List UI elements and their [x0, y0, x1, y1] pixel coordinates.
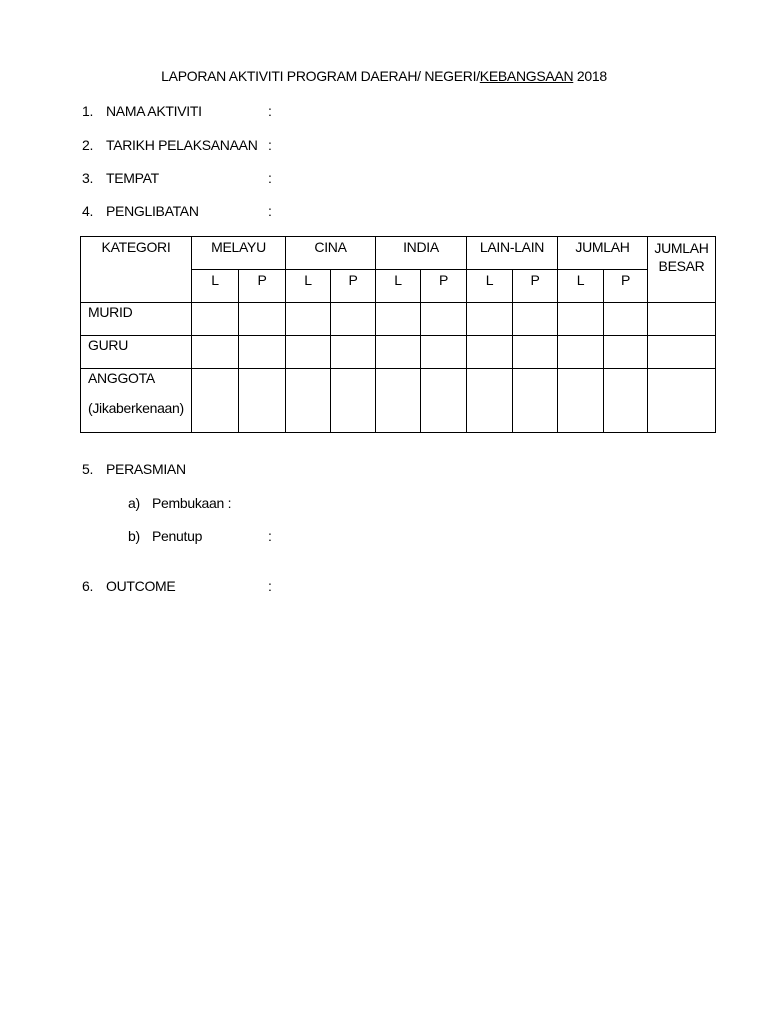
- table-cell[interactable]: [648, 336, 716, 369]
- table-cell[interactable]: [286, 303, 331, 336]
- sub-item-letter: a): [128, 495, 140, 511]
- header-melayu: MELAYU: [192, 237, 286, 270]
- title-part-2-underlined: KEBANGSAAN: [479, 68, 574, 84]
- table-cell[interactable]: [467, 336, 513, 369]
- item-colon: :: [268, 103, 272, 119]
- item-label: PENGLIBATAN: [106, 203, 199, 219]
- table-cell[interactable]: [513, 303, 558, 336]
- item-colon: :: [268, 578, 272, 594]
- table-header-row: [81, 237, 716, 270]
- item-colon: :: [268, 170, 272, 186]
- row-label-anggota-note: (Jikaberkenaan): [88, 400, 184, 416]
- table-cell[interactable]: [604, 369, 648, 433]
- row-label-anggota-text: ANGGOTA: [88, 370, 155, 386]
- table-cell[interactable]: [648, 303, 716, 336]
- title-part-1: LAPORAN AKTIVITI PROGRAM DAERAH/ NEGERI/: [161, 68, 480, 84]
- sub-item-label: [152, 494, 231, 512]
- header-jumlah-besar: [648, 237, 716, 303]
- table-cell[interactable]: [376, 303, 421, 336]
- table-cell[interactable]: [192, 303, 239, 336]
- header-p: P: [513, 270, 558, 303]
- page-title: [0, 68, 768, 84]
- header-p: P: [239, 270, 286, 303]
- row-label-anggota: [81, 369, 192, 433]
- table-cell[interactable]: [239, 303, 286, 336]
- header-p: P: [604, 270, 648, 303]
- table-cell[interactable]: [513, 369, 558, 433]
- table-cell[interactable]: [239, 336, 286, 369]
- item-colon: :: [268, 203, 272, 219]
- table-cell[interactable]: [331, 336, 376, 369]
- table-row-murid: [81, 303, 716, 336]
- table-cell[interactable]: [421, 336, 467, 369]
- item-label: NAMA AKTIVITI: [106, 103, 202, 119]
- item-number: 5.: [82, 461, 94, 477]
- item-number: 2.: [82, 137, 94, 153]
- table-row-anggota: [81, 369, 716, 433]
- table-cell[interactable]: [513, 336, 558, 369]
- table-cell[interactable]: [376, 369, 421, 433]
- header-l: L: [286, 270, 331, 303]
- table-cell[interactable]: [192, 369, 239, 433]
- table-cell[interactable]: [558, 369, 604, 433]
- row-label-murid: MURID: [81, 303, 192, 336]
- table-cell[interactable]: [648, 369, 716, 433]
- table-cell[interactable]: [376, 336, 421, 369]
- table-cell[interactable]: [558, 303, 604, 336]
- table-cell[interactable]: [331, 303, 376, 336]
- header-kategori: KATEGORI: [81, 237, 192, 303]
- header-l: L: [467, 270, 513, 303]
- table-cell[interactable]: [286, 336, 331, 369]
- item-label: PERASMIAN: [106, 461, 186, 477]
- item-label: TARIKH PELAKSANAAN: [106, 137, 258, 153]
- item-number: 6.: [82, 578, 94, 594]
- header-lain-lain: LAIN-LAIN: [467, 237, 558, 270]
- sub-item-letter: b): [128, 528, 140, 544]
- header-jumlah-besar-line1: JUMLAH: [654, 240, 709, 256]
- sub-item-colon: :: [227, 495, 232, 511]
- sub-item-label-text: Pembukaan: [152, 495, 225, 511]
- item-label: TEMPAT: [106, 170, 159, 186]
- header-p: P: [331, 270, 376, 303]
- header-india: INDIA: [376, 237, 467, 270]
- table-cell[interactable]: [421, 369, 467, 433]
- header-p: P: [421, 270, 467, 303]
- title-part-3: 2018: [573, 68, 607, 84]
- table-cell[interactable]: [331, 369, 376, 433]
- table-row-guru: [81, 336, 716, 369]
- sub-item-colon: :: [268, 528, 272, 544]
- header-cina: CINA: [286, 237, 376, 270]
- table-cell[interactable]: [604, 336, 648, 369]
- penglibatan-table: [80, 236, 716, 433]
- table-cell[interactable]: [421, 303, 467, 336]
- table-cell[interactable]: [467, 369, 513, 433]
- item-number: 3.: [82, 170, 94, 186]
- item-number: 1.: [82, 103, 94, 119]
- table-cell[interactable]: [467, 303, 513, 336]
- sub-item-label: Penutup: [152, 528, 203, 544]
- table-cell[interactable]: [286, 369, 331, 433]
- item-colon: :: [268, 137, 272, 153]
- table-cell[interactable]: [192, 336, 239, 369]
- item-label: OUTCOME: [106, 578, 176, 594]
- header-jumlah: JUMLAH: [558, 237, 648, 270]
- header-l: L: [376, 270, 421, 303]
- table-cell[interactable]: [558, 336, 604, 369]
- item-number: 4.: [82, 203, 94, 219]
- table-cell[interactable]: [239, 369, 286, 433]
- header-l: L: [192, 270, 239, 303]
- header-l: L: [558, 270, 604, 303]
- table-cell[interactable]: [604, 303, 648, 336]
- row-label-guru: GURU: [81, 336, 192, 369]
- header-jumlah-besar-line2: BESAR: [658, 258, 705, 274]
